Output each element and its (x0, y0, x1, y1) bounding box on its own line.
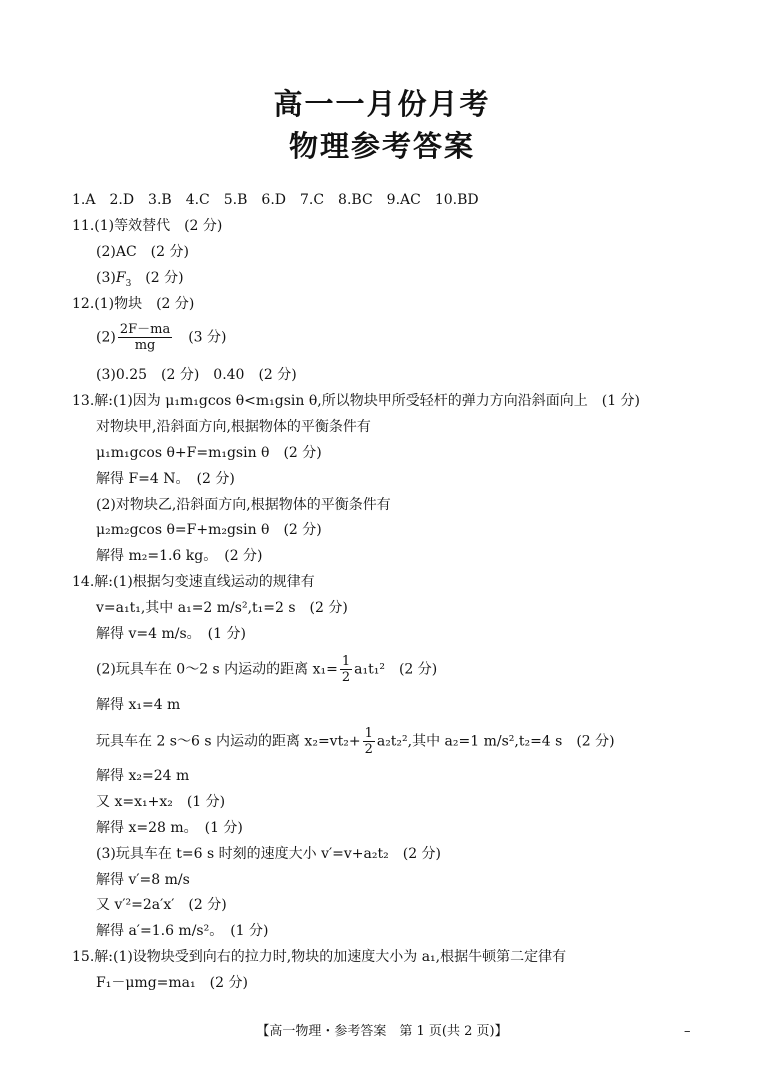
q14-line6-suffix: a₂t₂²,其中 a₂=1 m/s²,t₂=4 s (2 分) (376, 733, 615, 750)
q14-line6 (96, 726, 615, 757)
q14-line1: 14.解:(1)根据匀变速直线运动的规律有 (72, 574, 315, 590)
q11-part3-score: (2 分) (131, 270, 184, 286)
q12-part1: 12.(1)物块 (2 分) (72, 296, 195, 312)
q14-line13: 解得 a′=1.6 m/s²。 (1 分) (96, 923, 269, 939)
q14-line10: (3)玩具车在 t=6 s 时刻的速度大小 v′=v+a₂t₂ (2 分) (96, 846, 442, 862)
q12-part3: (3)0.25 (2 分) 0.40 (2 分) (96, 367, 297, 383)
q14-line6-prefix: 玩具车在 2 s～6 s 内运动的距离 x₂=vt₂+ (96, 733, 361, 750)
mc-answers: 1.A 2.D 3.B 4.C 5.B 6.D 7.C 8.BC 9.AC 10.BD (72, 192, 479, 208)
q15-line1: 15.解:(1)设物块受到向右的拉力时,物块的加速度大小为 a₁,根据牛顿第二定律有 (72, 949, 567, 965)
q14-half-fraction-1-denominator: 2 (341, 670, 351, 685)
q13-line4: 解得 F=4 N。 (2 分) (96, 471, 235, 487)
page-title: 高一一月份月考 (273, 87, 491, 121)
q14-line4 (96, 654, 437, 685)
q14-line3: 解得 v=4 m/s。 (1 分) (96, 626, 246, 642)
q14-line8: 又 x=x₁+x₂ (1 分) (96, 794, 226, 810)
q12-part2 (96, 322, 227, 353)
q14-half-fraction-1-numerator: 1 (341, 654, 351, 669)
q14-line11: 解得 v′=8 m/s (96, 872, 190, 888)
q14-half-fraction-2 (363, 726, 375, 757)
page-footer: 【高一物理・参考答案 第 1 页(共 2 页)】 (256, 1024, 508, 1039)
q14-line2: v=a₁t₁,其中 a₁=2 m/s²,t₁=2 s (2 分) (96, 600, 348, 616)
q13-line1: 13.解:(1)因为 μ₁m₁gcos θ<m₁gsin θ,所以物块甲所受轻杆的弹力方向沿斜面向上 (1 分) (72, 393, 641, 409)
q11-part3-prefix: (3) (96, 270, 116, 286)
q13-line6: μ₂m₂gcos θ=F+m₂gsin θ (2 分) (96, 522, 322, 538)
q13-line5: (2)对物块乙,沿斜面方向,根据物体的平衡条件有 (96, 497, 391, 513)
q14-half-fraction-2-denominator: 2 (364, 742, 373, 757)
q11-part1: 11.(1)等效替代 (2 分) (72, 218, 223, 234)
q11-part3 (96, 270, 184, 292)
q11-part3-var: F (115, 270, 126, 286)
q14-half-fraction-2-numerator: 1 (364, 726, 373, 741)
page-subtitle: 物理参考答案 (288, 129, 475, 163)
q14-line4-prefix: (2)玩具车在 0～2 s 内运动的距离 x₁= (96, 661, 338, 678)
q11-part2: (2)AC (2 分) (96, 244, 189, 260)
q14-line12: 又 v′²=2a′x′ (2 分) (96, 897, 227, 913)
q14-line5: 解得 x₁=4 m (96, 697, 181, 713)
q13-line3: μ₁m₁gcos θ+F=m₁gsin θ (2 分) (96, 445, 322, 461)
q14-half-fraction-1 (340, 654, 352, 685)
q14-line7: 解得 x₂=24 m (96, 768, 190, 784)
q14-line9: 解得 x=28 m。 (1 分) (96, 820, 243, 836)
q13-line2: 对物块甲,沿斜面方向,根据物体的平衡条件有 (96, 419, 371, 435)
q15-line2: F₁－μmg=ma₁ (2 分) (96, 975, 248, 991)
footer-mark: – (684, 1024, 691, 1039)
q12-fraction-denominator: mg (134, 338, 156, 353)
q12-part2-score: (3 分) (174, 329, 227, 346)
q13-line7: 解得 m₂=1.6 kg。 (2 分) (96, 548, 263, 564)
q11-part3-sub: 3 (125, 278, 132, 289)
q12-part2-prefix: (2) (96, 329, 116, 346)
q14-line4-suffix: a₁t₁² (2 分) (354, 661, 438, 678)
q12-fraction-numerator: 2F－ma (119, 322, 171, 337)
q12-fraction (118, 322, 172, 353)
